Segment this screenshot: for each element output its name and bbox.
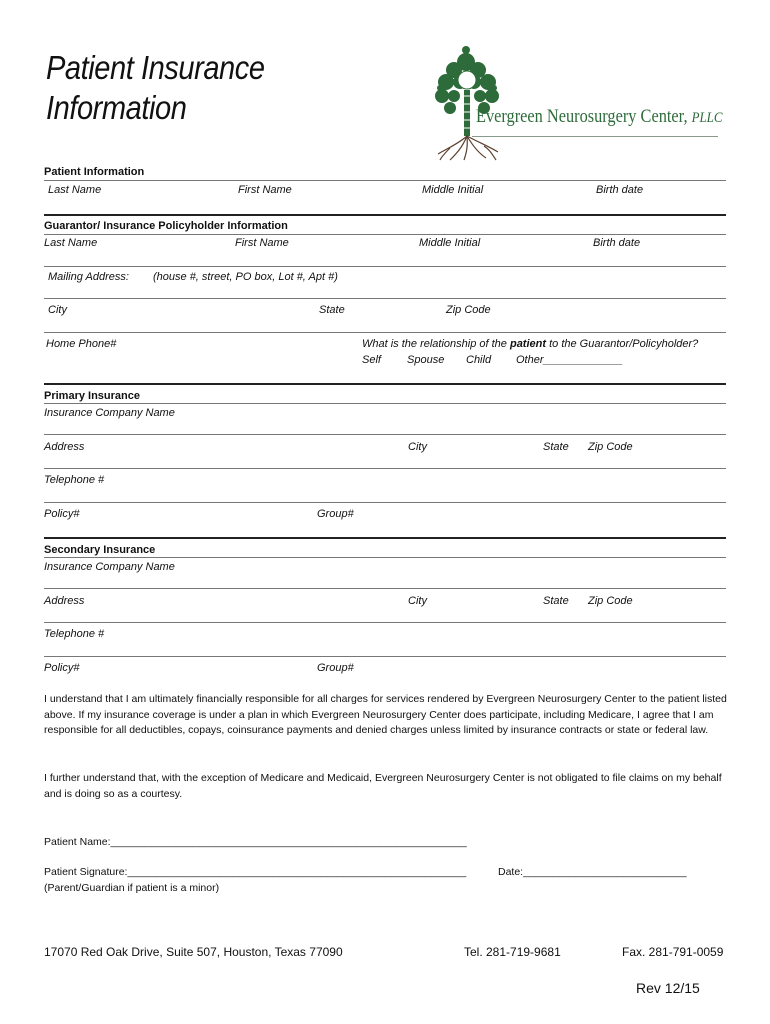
secondary-telephone-label: Telephone # <box>44 628 105 640</box>
financial-responsibility-paragraph: I understand that I am ultimately financially responsible for all charges for services rendered by Evergreen Neurosurgery Center to the patient listed above. If my insurance coverage is under a plan in which Evergreen Neurosurgery Center does participate, including Medicare, I agree that I am responsible for all deductibles, copays, coinsurance payments and denied charges unless limited by insurance contracts or state or federal law. <box>44 693 727 736</box>
logo-name: Evergreen Neurosurgery Center, <box>476 106 688 127</box>
divider <box>44 332 726 333</box>
guarantor-city-label: City <box>48 304 67 316</box>
guardian-note: (Parent/Guardian if patient is a minor) <box>44 882 220 894</box>
evergreen-tree-logo-icon <box>430 44 730 164</box>
divider <box>44 266 726 267</box>
divider <box>44 180 726 181</box>
secondary-insurance-heading: Secondary Insurance <box>44 544 156 556</box>
primary-group-label: Group# <box>317 508 354 520</box>
divider <box>44 656 726 657</box>
logo-suffix: PLLC <box>691 110 723 126</box>
patient-signature-field[interactable]: Patient Signature:__________________________________________________________ <box>44 866 467 878</box>
relationship-option-spouse[interactable]: Spouse <box>407 354 445 366</box>
relationship-option-child[interactable]: Child <box>466 354 492 366</box>
title-line-1: Patient Insurance <box>46 49 265 86</box>
divider <box>44 234 726 235</box>
divider <box>44 298 726 299</box>
primary-city-label: City <box>408 441 427 453</box>
secondary-address-label: Address <box>44 595 85 607</box>
divider <box>44 557 726 558</box>
secondary-company-label: Insurance Company Name <box>44 561 175 573</box>
mailing-address-hint: (house #, street, PO box, Lot #, Apt #) <box>153 271 338 283</box>
relationship-question <box>362 338 698 350</box>
primary-zip-label: Zip Code <box>588 441 633 453</box>
primary-state-label: State <box>543 441 569 453</box>
primary-telephone-label: Telephone # <box>44 474 105 486</box>
home-phone-label: Home Phone# <box>46 338 117 350</box>
divider <box>44 434 726 435</box>
guarantor-birth-date-label: Birth date <box>593 237 641 249</box>
section-divider <box>44 537 726 539</box>
divider <box>44 502 726 503</box>
page-title <box>46 48 265 128</box>
primary-company-label: Insurance Company Name <box>44 407 175 419</box>
secondary-city-label: City <box>408 595 427 607</box>
divider <box>44 468 726 469</box>
divider <box>44 403 726 404</box>
relationship-question-post: to the Guarantor/Policyholder? <box>546 338 699 350</box>
primary-policy-label: Policy# <box>44 508 80 520</box>
footer-telephone: Tel. 281-719-9681 <box>464 945 561 959</box>
divider <box>44 588 726 589</box>
primary-address-label: Address <box>44 441 85 453</box>
divider <box>44 622 726 623</box>
secondary-zip-label: Zip Code <box>588 595 633 607</box>
relationship-option-self[interactable]: Self <box>362 354 381 366</box>
guarantor-state-label: State <box>319 304 345 316</box>
section-divider <box>44 214 726 216</box>
logo-underline <box>472 136 718 137</box>
secondary-group-label: Group# <box>317 662 354 674</box>
secondary-state-label: State <box>543 595 569 607</box>
revision-label: Rev 12/15 <box>636 980 700 996</box>
relationship-question-pre: What is the relationship of the <box>362 338 510 350</box>
patient-first-name-label: First Name <box>238 184 292 196</box>
mailing-address-label: Mailing Address: <box>48 271 129 283</box>
logo-text <box>476 106 722 128</box>
patient-info-heading: Patient Information <box>44 166 145 178</box>
title-line-2: Information <box>46 89 187 126</box>
patient-last-name-label: Last Name <box>48 184 102 196</box>
footer-fax: Fax. 281-791-0059 <box>622 945 724 959</box>
section-divider <box>44 383 726 385</box>
guarantor-zip-label: Zip Code <box>446 304 491 316</box>
claims-courtesy-paragraph: I further understand that, with the exception of Medicare and Medicaid, Evergreen Neurosurgery Center is not obligated to file claims on my behalf and is doing so as a courtesy. <box>44 772 722 800</box>
relationship-option-other[interactable]: Other_____________ <box>516 354 624 366</box>
patient-name-field[interactable]: Patient Name:_____________________________________________________________ <box>44 836 467 848</box>
patient-birth-date-label: Birth date <box>596 184 644 196</box>
guarantor-middle-initial-label: Middle Initial <box>419 237 481 249</box>
patient-middle-initial-label: Middle Initial <box>422 184 484 196</box>
primary-insurance-heading: Primary Insurance <box>44 390 140 402</box>
guarantor-heading: Guarantor/ Insurance Policyholder Information <box>44 220 288 232</box>
footer-address: 17070 Red Oak Drive, Suite 507, Houston, Texas 77090 <box>44 945 343 959</box>
secondary-policy-label: Policy# <box>44 662 80 674</box>
date-field[interactable]: Date:____________________________ <box>498 866 687 878</box>
guarantor-last-name-label: Last Name <box>44 237 98 249</box>
relationship-question-bold: patient <box>509 338 547 350</box>
guarantor-first-name-label: First Name <box>235 237 289 249</box>
